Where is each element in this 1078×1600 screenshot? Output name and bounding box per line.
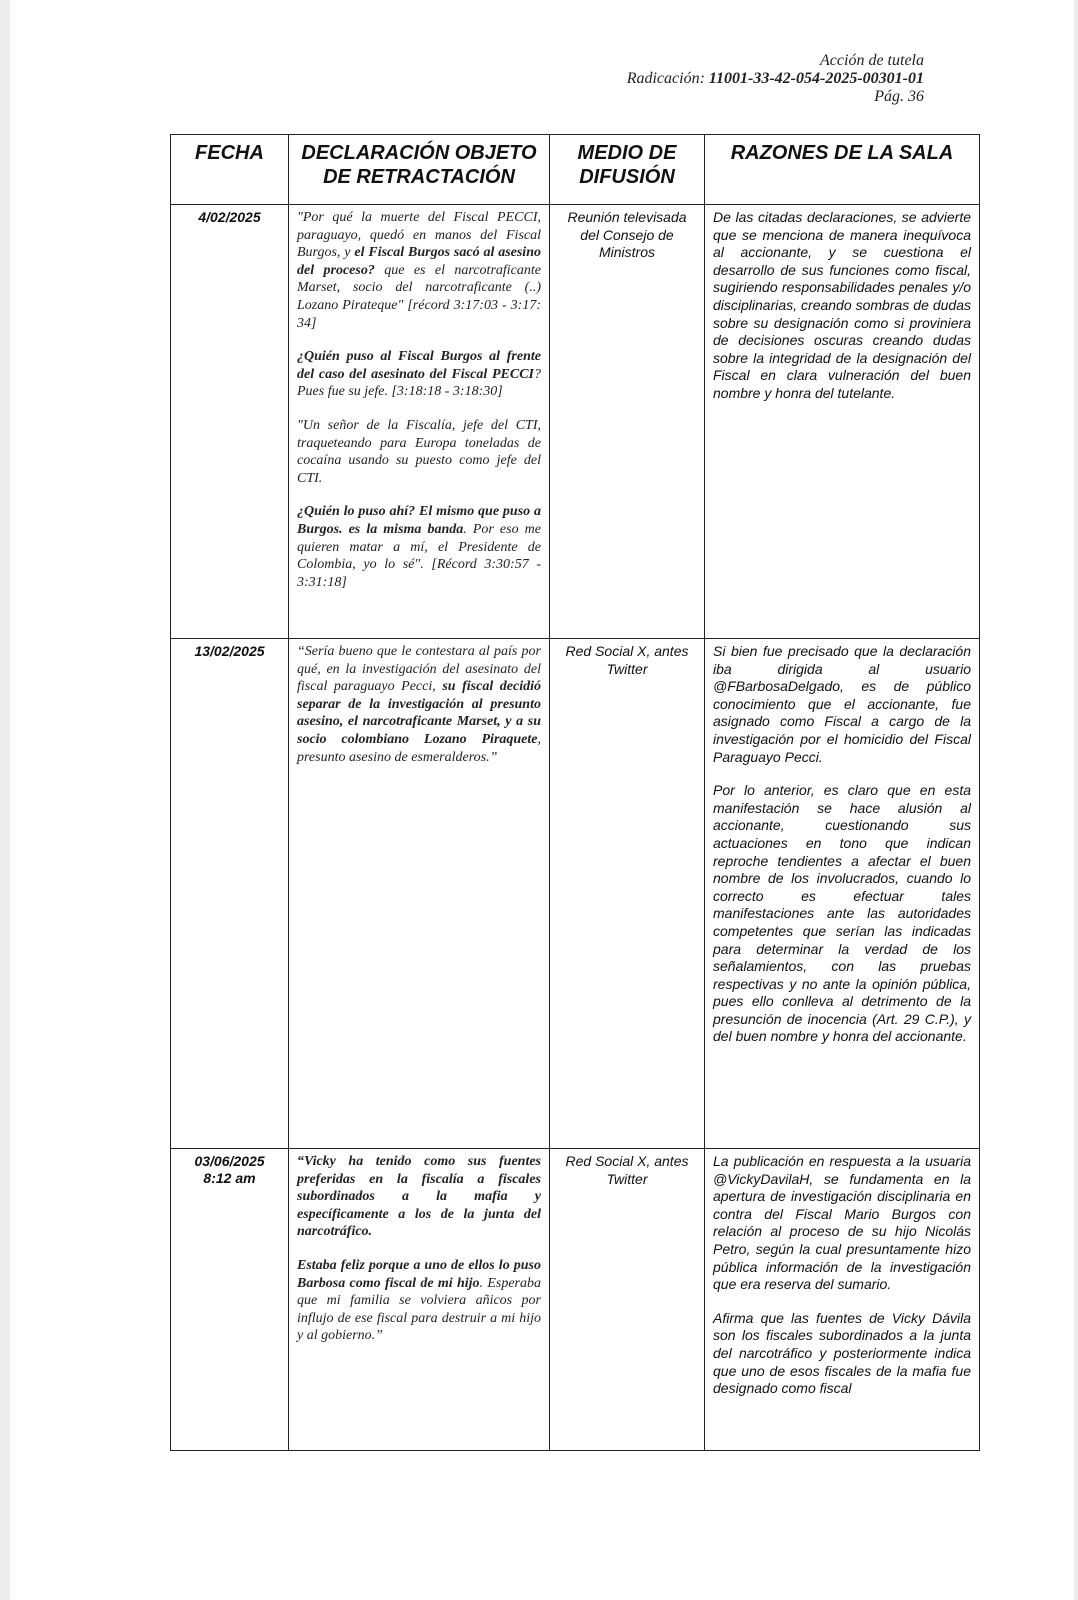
document-page xyxy=(10,0,1074,1600)
table-row xyxy=(171,1149,980,1451)
declaration-paragraph: ¿Quién lo puso ahí? El mismo que puso a Burgos. es la misma banda. Por eso me quieren matar a mí, el Presidente de Colombia, yo lo sé". [Récord 3:30:57 - 3:31:18] xyxy=(297,504,541,590)
row-reasons xyxy=(705,639,980,1149)
declaration-paragraph: “Sería bueno que le contestara al país por qué, en la investigación del asesinato del fiscal paraguayo Pecci, su fiscal decidió separar de la investigación al presunto asesino, el narcotraficante Marset, y a su socio colombiano Lozano Piraquete, presunto asesino de esmeralderos.” xyxy=(297,644,542,765)
reason-paragraph: Si bien fue precisado que la declaración iba dirigida al usuario @FBarbosaDelgado, es de público conocimiento que el accionante, fue asignado como Fiscal a cargo de la investigación por el homicidio del Fiscal Paraguayo Pecci. xyxy=(713,643,971,765)
row-date: 13/02/2025 xyxy=(171,639,289,1149)
row-declaration xyxy=(289,1149,550,1451)
header-page-number: Pág. 36 xyxy=(874,88,924,105)
declaration-paragraph: "Un señor de la Fiscalía, jefe del CTI, traqueteando para Europa toneladas de cocaína usando su puesto como jefe del CTI. xyxy=(297,417,541,486)
table-row xyxy=(171,205,980,639)
page-header xyxy=(627,52,924,106)
reason-paragraph: De las citadas declaraciones, se advierte que se menciona de manera inequívoca al accionante, y se cuestiona el desarrollo de sus funciones como fiscal, sugiriendo responsabilidades penales y/o disciplinarias, creando sombras de dudas sobre su designación como si proviniera de decisiones oscuras creando dudas sobre la integridad de la designación del Fiscal en clara vulneración del buen nombre y honra del tutelante. xyxy=(713,209,971,401)
reason-paragraph: La publicación en respuesta a la usuaria @VickyDavilaH, se fundamenta en la apertura de investigación disciplinaria en contra del Fiscal Mario Burgos con relación al proceso de su hijo Nicolás Petro, según la cual presuntamente hizo pública información de la investigación que era reserva del sumario. xyxy=(713,1153,971,1293)
table-row xyxy=(171,639,980,1149)
row-declaration xyxy=(289,639,550,1149)
retraction-table xyxy=(170,134,980,1451)
radicacion-number: 11001-33-42-054-2025-00301-01 xyxy=(708,70,924,87)
header-declaracion: DECLARACIÓN OBJETO DE RETRACTACIÓN xyxy=(289,135,550,205)
row-reasons xyxy=(705,205,980,639)
header-radicacion xyxy=(627,70,924,88)
declaration-paragraph: “Vicky ha tenido como sus fuentes preferidas en la fiscalía a fiscales subordinados a la mafia y específicamente a los de la junta del narcotráfico. xyxy=(297,1154,541,1240)
reason-paragraph: Por lo anterior, es claro que en esta manifestación se hace alusión al accionante, cuestionando sus actuaciones en tono que indican reproche tendientes a afectar el buen nombre de los involucrados, cuando lo correcto es efectuar tales manifestaciones ante las autoridades competentes que serían las indicadas para determinar la verdad de los señalamientos, con las pruebas respectivas y no ante la opinión pública, pues ello conlleva al detrimento de la presunción de inocencia (Art. 29 C.P.), y del buen nombre y honra del accionante. xyxy=(713,782,971,1045)
row-declaration xyxy=(289,205,550,639)
radicacion-label: Radicación: xyxy=(626,70,709,87)
row-date: 03/06/2025 8:12 am xyxy=(171,1149,289,1451)
header-case-type: Acción de tutela xyxy=(820,52,924,69)
header-medio: MEDIO DE DIFUSIÓN xyxy=(550,135,705,205)
table-header-row xyxy=(171,135,980,205)
declaration-paragraph: "Por qué la muerte del Fiscal PECCI, paraguayo, quedó en manos del Fiscal Burgos, y el Fiscal Burgos sacó al asesino del proceso? que es el narcotraficante Marset, socio del narcotraficante (..) Lozano Pirateque" [récord 3:17:03 - 3:17: 34] xyxy=(297,210,541,331)
row-medium: Reunión televisada del Consejo de Ministros xyxy=(550,205,705,639)
header-razones: RAZONES DE LA SALA xyxy=(705,135,980,205)
header-fecha: FECHA xyxy=(171,135,289,205)
reason-paragraph: Afirma que las fuentes de Vicky Dávila son los fiscales subordinados a la junta del narcotráfico y posteriormente indica que uno de esos fiscales de la mafia fue designado como fiscal xyxy=(713,1309,971,1397)
declaration-paragraph: ¿Quién puso al Fiscal Burgos al frente del caso del asesinato del Fiscal PECCI? Pues fue su jefe. [3:18:18 - 3:18:30] xyxy=(297,349,541,400)
row-date: 4/02/2025 xyxy=(171,205,289,639)
row-reasons xyxy=(705,1149,980,1451)
row-medium: Red Social X, antes Twitter xyxy=(550,1149,705,1451)
declaration-paragraph: Estaba feliz porque a uno de ellos lo puso Barbosa como fiscal de mi hijo. Esperaba que mi familia se volviera añicos por influjo de ese fiscal para destruir a mi hijo y al gobierno.” xyxy=(297,1257,541,1344)
row-medium: Red Social X, antes Twitter xyxy=(550,639,705,1149)
